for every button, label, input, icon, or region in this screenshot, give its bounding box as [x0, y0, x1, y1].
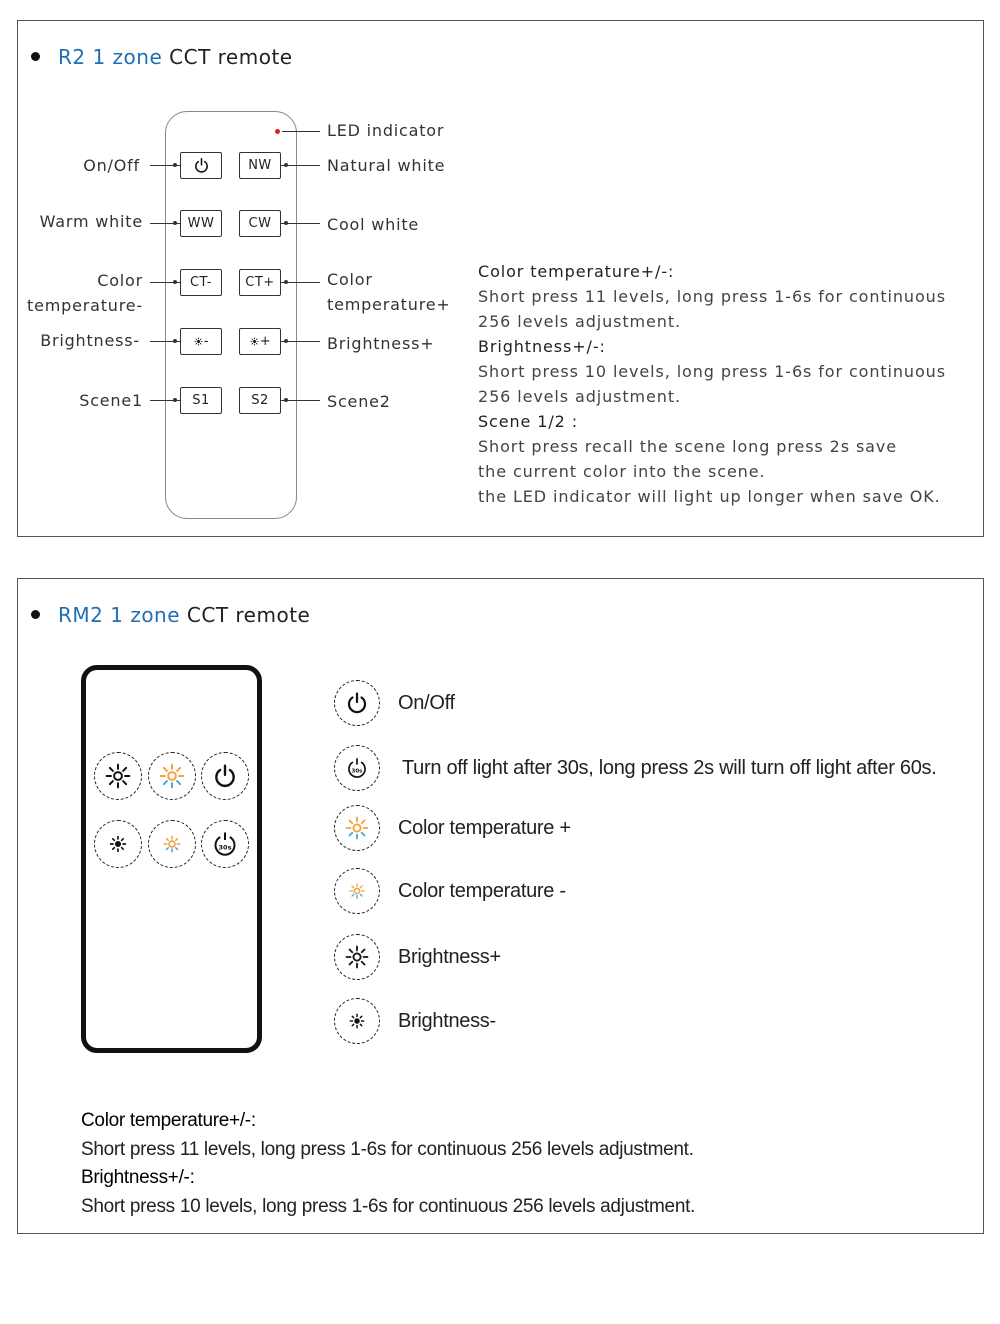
legend-ct-minus-text: Color temperature - [398, 879, 566, 902]
leader-dot [173, 163, 177, 167]
sun-icon [107, 833, 129, 855]
legend-ct-minus-icon [334, 868, 380, 914]
sun-warm-cool-icon [347, 881, 367, 901]
button-on-off[interactable] [180, 152, 222, 179]
button-warm-white[interactable]: WW [180, 210, 222, 237]
button-ct-plus[interactable]: CT+ [239, 269, 281, 296]
label-ct-plus-1: Color [327, 270, 373, 289]
bullet-icon [31, 52, 40, 61]
desc-scene-line: the LED indicator will light up longer when save OK. [478, 487, 941, 506]
desc-ct-line: 256 levels adjustment. [478, 312, 681, 331]
leader-dot [173, 280, 177, 284]
led-indicator [275, 129, 280, 134]
power-icon [212, 763, 238, 789]
minus-sign: - [203, 334, 210, 349]
legend-on-off-icon [334, 680, 380, 726]
model-name: R2 1 zone [58, 45, 163, 69]
panel-title [31, 603, 310, 627]
desc-scene-line: Short press recall the scene long press 2s save [478, 437, 898, 456]
legend-row-brightness-minus [334, 998, 496, 1044]
function-description [478, 259, 946, 509]
leader-dot [284, 339, 288, 343]
label-ct-plus-2: temperature+ [327, 295, 451, 314]
power-icon [193, 157, 210, 174]
title-rest: CCT remote [186, 603, 311, 627]
legend-ct-plus-icon [334, 805, 380, 851]
label-ct-minus-1: Color [97, 271, 143, 290]
desc-brightness-line: 256 levels adjustment. [478, 387, 681, 406]
remote-ct-plus-button[interactable] [148, 752, 196, 800]
function-notes [81, 1107, 695, 1221]
desc-scene-line: the current color into the scene. [478, 462, 766, 481]
title-rest: CCT remote [169, 45, 293, 69]
label-brightness-minus: Brightness- [40, 331, 140, 350]
legend-on-off-text: On/Off [398, 691, 455, 714]
button-scene-2[interactable]: S2 [239, 387, 281, 414]
label-ct-minus-2: temperature- [27, 296, 143, 315]
timer-power-icon [346, 757, 368, 779]
desc-brightness-heading: Brightness+/-: [478, 337, 606, 356]
leader-dot [173, 398, 177, 402]
timer-badge: 30s [218, 843, 232, 852]
leader-dot [173, 221, 177, 225]
label-scene-1: Scene1 [79, 391, 143, 410]
remote-on-off-button[interactable] [201, 752, 249, 800]
button-brightness-plus[interactable] [239, 328, 281, 355]
sun-icon [105, 763, 131, 789]
notes-brightness-line: Short press 10 levels, long press 1-6s for continuous 256 levels adjustment. [81, 1195, 696, 1217]
desc-ct-heading: Color temperature+/-: [478, 262, 675, 281]
legend-timer-icon [334, 745, 380, 791]
legend-row-timer [334, 745, 936, 791]
timer-power-icon [212, 831, 238, 857]
sun-icon [193, 336, 204, 347]
desc-ct-line: Short press 11 levels, long press 1-6s for continuous [478, 287, 946, 306]
button-natural-white[interactable]: NW [239, 152, 281, 179]
label-warm-white: Warm white [39, 212, 143, 231]
sun-icon [347, 1011, 367, 1031]
notes-ct-line: Short press 11 levels, long press 1-6s for continuous 256 levels adjustment. [81, 1138, 694, 1160]
legend-brightness-plus-text: Brightness+ [398, 945, 501, 968]
notes-brightness-heading: Brightness+/-: [81, 1167, 195, 1188]
leader-dot [284, 398, 288, 402]
leader-dot [173, 339, 177, 343]
button-scene-1[interactable]: S1 [180, 387, 222, 414]
notes-ct-heading: Color temperature+/-: [81, 1110, 256, 1131]
sun-icon [345, 945, 369, 969]
power-icon [345, 691, 369, 715]
sun-warm-cool-icon [161, 833, 183, 855]
timer-badge: 30s [351, 768, 363, 775]
legend-brightness-plus-icon [334, 934, 380, 980]
leader-dot [284, 163, 288, 167]
remote-brightness-plus-button[interactable] [94, 752, 142, 800]
sun-warm-cool-icon [345, 816, 369, 840]
legend-row-on-off [334, 680, 455, 726]
panel-title [31, 45, 293, 69]
plus-sign: + [259, 334, 272, 349]
button-brightness-minus[interactable] [180, 328, 222, 355]
leader-line [282, 131, 320, 132]
model-name: RM2 1 zone [58, 603, 181, 627]
sun-icon [249, 336, 260, 347]
rm2-remote-panel [17, 578, 984, 1234]
desc-scene-heading: Scene 1/2 : [478, 412, 578, 431]
sun-warm-cool-icon [159, 763, 185, 789]
leader-dot [284, 280, 288, 284]
r2-remote-panel [17, 20, 984, 537]
leader-dot [284, 221, 288, 225]
legend-brightness-minus-icon [334, 998, 380, 1044]
label-on-off: On/Off [83, 156, 140, 175]
label-brightness-plus: Brightness+ [327, 334, 435, 353]
remote-ct-minus-button[interactable] [148, 820, 196, 868]
label-natural-white: Natural white [327, 156, 446, 175]
legend-timer-text: Turn off light after 30s, long press 2s will turn off light after 60s. [402, 756, 937, 779]
legend-row-ct-plus [334, 805, 571, 851]
label-cool-white: Cool white [327, 215, 420, 234]
remote-brightness-minus-button[interactable] [94, 820, 142, 868]
legend-brightness-minus-text: Brightness- [398, 1009, 496, 1032]
legend-ct-plus-text: Color temperature + [398, 816, 571, 839]
legend-row-brightness-plus [334, 934, 501, 980]
bullet-icon [31, 610, 40, 619]
button-cool-white[interactable]: CW [239, 210, 281, 237]
legend-row-ct-minus [334, 868, 566, 914]
remote-timer-off-button[interactable] [201, 820, 249, 868]
button-ct-minus[interactable]: CT- [180, 269, 222, 296]
label-scene-2: Scene2 [327, 392, 391, 411]
desc-brightness-line: Short press 10 levels, long press 1-6s for continuous [478, 362, 946, 381]
label-led-indicator: LED indicator [327, 121, 445, 140]
